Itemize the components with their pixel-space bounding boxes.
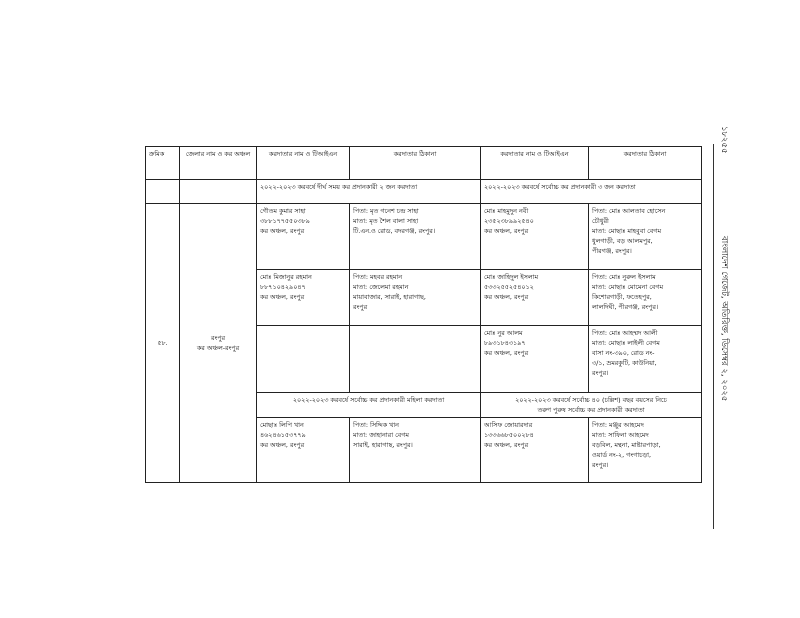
address-line: কিশোরগাড়ী, ফতেহপুর, [592, 293, 652, 301]
address-line: রংপুর। [592, 461, 609, 469]
mother-name: মাতা: মোছাঃ লাইলী বেগম [592, 339, 660, 347]
taxpayer-a-address [350, 204, 481, 270]
father-name: পিতা: মহবর রহমান [353, 273, 403, 281]
taxpayer-name: মোঃ জাহিদুল ইসলাম [484, 273, 539, 281]
taxpayer-table [145, 146, 702, 483]
address-line: মায়াবাজার, সারাই, হারাগাছ, [353, 293, 426, 301]
taxpayer-zone: কর অঞ্চল, রংপুর [484, 227, 529, 235]
col-address-a: করদাতার ঠিকানা [350, 147, 481, 180]
taxpayer-b-address [589, 418, 702, 483]
blank-cell [350, 326, 481, 393]
taxpayer-a-cell [257, 270, 350, 326]
taxpayer-b-cell [481, 270, 589, 326]
mother-name: মাতা: মৃত শৈল বালা সাহা [353, 217, 419, 225]
taxpayer-b-address [589, 326, 702, 393]
taxpayer-tin: ২৩৫২৩৮৯৯২৫৪০ [484, 217, 534, 225]
taxpayer-name: গৌতম কুমার সাহা [260, 207, 306, 215]
taxpayer-tin: ৩৮৮১৭৭৫৫০৩৮৯ [260, 217, 310, 225]
blank-cell [146, 180, 180, 204]
section-heading-line: তরুণ পুরুষ সর্বোচ্চ কর প্রদানকারী করদাতা [537, 406, 645, 414]
gazette-title: বাংলাদেশ গেজেট, অতিরিক্ত, ডিসেম্বর ২, ২০২৫ [719, 236, 729, 402]
taxpayer-name: আসিফ জোয়ারদার [484, 421, 533, 429]
page-number: ১৮২৫৫ [719, 126, 729, 154]
address-line: রংপুর [353, 303, 368, 311]
taxpayer-zone: কর অঞ্চল, রংপুর [260, 293, 305, 301]
taxpayer-tin: ৫৩৩২৫৫২৫৪০১২ [484, 283, 534, 291]
district-name: রংপুর [210, 334, 226, 342]
col-name-tin-a: করদাতার নাম ও টিআইএন [257, 147, 350, 180]
address-line: ৩/১, ভ্রমরকুটি, কাউনিয়া, [592, 359, 657, 367]
father-name: পিতা: মোঃ আহম্মদ আলী [592, 329, 658, 337]
taxpayer-b-cell [481, 418, 589, 483]
header-rule [713, 144, 714, 529]
serial-number: ৫৮. [146, 204, 180, 483]
taxpayer-name: মোঃ মাহমুদুন নবী [484, 207, 529, 215]
taxpayer-zone: কর অঞ্চল, রংপুর [260, 441, 305, 449]
taxpayer-tin: ১৩৩৬৬৮৫০০২৮৪ [484, 431, 534, 439]
father-name: পিতা: মঞ্জুর আহমেদ [592, 421, 644, 429]
taxpayer-a-cell [257, 418, 350, 483]
mother-name: মাতা: সাফিনা আহমেদ [592, 431, 649, 439]
taxpayer-zone: কর অঞ্চল, রংপুর [484, 293, 529, 301]
section-heading-long-duration: ২০২২-২০২৩ করবর্ষে দীর্ঘ সময় কর প্রদানকারী ২ জন করদাতা [257, 180, 481, 204]
taxpayer-b-address [589, 204, 702, 270]
taxpayer-zone: কর অঞ্চল, রংপুর [484, 441, 529, 449]
father-name: পিতা: সিদ্দিক খান [353, 421, 399, 429]
taxpayer-b-cell [481, 204, 589, 270]
taxpayer-b-address [589, 270, 702, 326]
district-cell [180, 204, 257, 483]
taxpayer-name: মোঃ নুর আলম [484, 329, 523, 337]
table-row [146, 204, 702, 270]
address-line: পীরগঞ্জ, রংপুর। [592, 247, 632, 255]
father-name: পিতা: মোঃ আলতাব হোসেন [592, 207, 666, 215]
address-line: রংপুর। [592, 369, 609, 377]
mother-name: মাতা: মোছাঃ মোমেনা বেগম [592, 283, 664, 291]
taxpayer-tin: ৮৮৭১০৪২৯০৪৭ [260, 283, 306, 291]
address-line: ধুলগাড়ী, বড় আলমপুর, [592, 237, 653, 245]
taxpayer-name: মোছাঃ লিপি খান [260, 421, 304, 429]
section-heading-line: ২০২২-২০২৩ করবর্ষে সর্বোচ্চ ৪০ (চল্লিশ) বছর বয়সের নিচে [515, 396, 667, 404]
taxpayer-name: মোঃ মিজানুর রহমান [260, 273, 312, 281]
taxpayer-zone: কর অঞ্চল, রংপুর [484, 349, 529, 357]
taxpayer-a-address [350, 418, 481, 483]
mother-name: মাতা: জাহানারা বেগম [353, 431, 409, 439]
mother-name: মাতা: জেলেমা রহমান [353, 283, 409, 291]
address-line: লালদিঘী, পীরগঞ্জ, রংপুর। [592, 303, 659, 311]
address-line: সারাই, হারাগাছ, রংপুর। [353, 441, 413, 449]
father-name: পিতা: মৃত গনেশ চন্দ্র সাহা [353, 207, 419, 215]
section-heading-highest-tax: ২০২২-২০২৩ করবর্ষে সর্বোচ্চ কর প্রদানকারী ৩ জন করদাতা [481, 180, 702, 204]
col-district: জেলার নাম ও কর অঞ্চল [180, 147, 257, 180]
table-header-row [146, 147, 702, 180]
taxpayer-a-address [350, 270, 481, 326]
taxpayer-tin: ৮৯৩১৮৪৩১৯৭ [484, 339, 526, 347]
address-line: ওয়ার্ড নং-২, গংগাচড়া, [592, 451, 652, 459]
father-name: পিতা: মোঃ নুরুল ইসলাম [592, 273, 656, 281]
section-heading-female: ২০২২-২০২৩ করবর্ষে সর্বোচ্চ কর প্রদানকারী মহিলা করদাতা [257, 393, 481, 418]
col-name-tin-b: করদাতার নাম ও টিআইএন [481, 147, 589, 180]
address-line: টি.এন.ও রোড, বদরগঞ্জ, রংপুর। [353, 227, 436, 235]
blank-cell [257, 326, 350, 393]
section-heading-young-male [481, 393, 702, 418]
address-line: বড়বিল, মন্থনা, মাষ্টারপাড়া, [592, 441, 661, 449]
mother-name: মাতা: মোছাঃ মাহবুবা বেগম [592, 227, 662, 235]
col-serial: ক্রমিক [146, 147, 180, 180]
section-row-1 [146, 180, 702, 204]
page-header-vertical [708, 126, 738, 566]
father-name-cont: চৌধুরী [592, 217, 609, 225]
taxpayer-a-cell [257, 204, 350, 270]
taxpayer-zone: কর অঞ্চল, রংপুর [260, 227, 305, 235]
blank-cell [180, 180, 257, 204]
address-line: বাসা নং-৩৯০, রোড নং- [592, 349, 655, 357]
tax-zone: কর অঞ্চল-রংপুর [196, 344, 240, 352]
col-address-b: করদাতার ঠিকানা [589, 147, 702, 180]
taxpayer-tin: ৪৬২৪৬১৫৩৭৭৯ [260, 431, 306, 439]
taxpayer-b-cell [481, 326, 589, 393]
